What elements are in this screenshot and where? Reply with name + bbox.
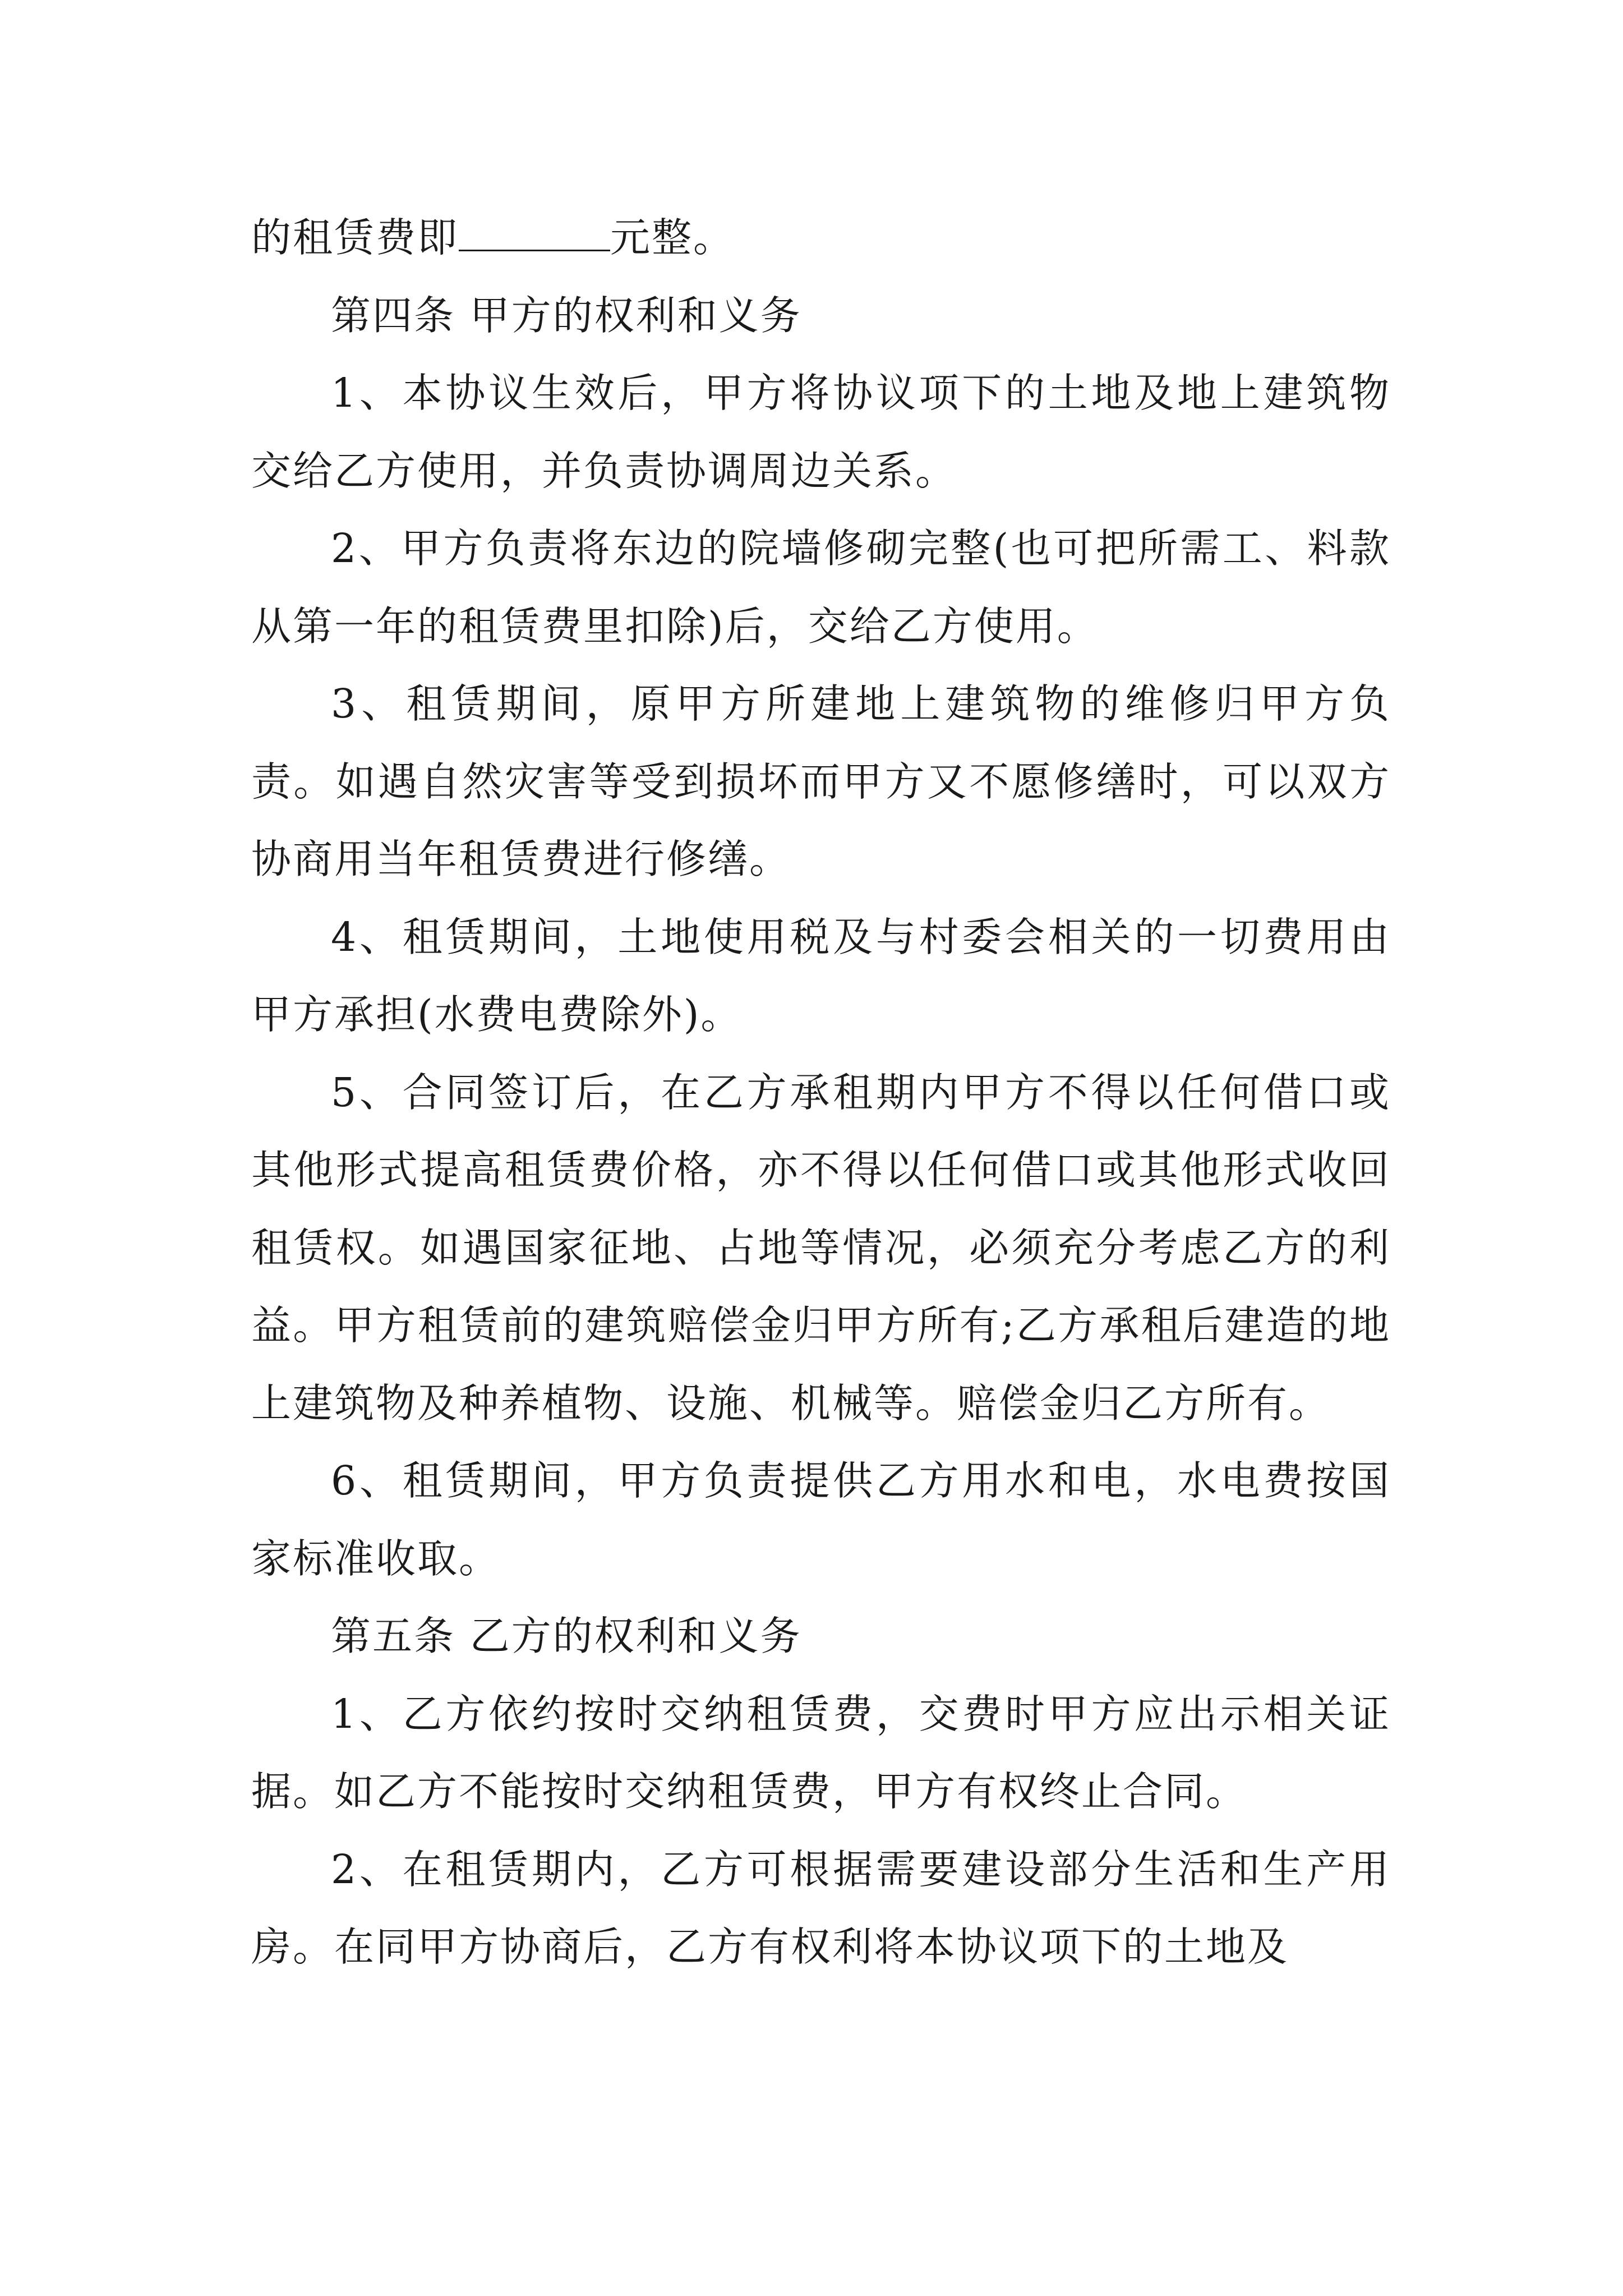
fee-text-after: 元整。 — [610, 214, 735, 261]
article-5-heading: 第五条 乙方的权利和义务 — [331, 1613, 802, 1659]
paragraph-fee-continuation — [251, 199, 1391, 277]
fee-text-before: 的租赁费即 — [251, 214, 459, 261]
article-4-item-6: 6、租赁期间，甲方负责提供乙方用水和电，水电费按国家标准收取。 — [251, 1457, 1391, 1582]
article-4-item-2: 2、甲方负责将东边的院墙修砌完整(也可把所需工、料款从第一年的租赁费里扣除)后，交给乙方使用。 — [251, 525, 1391, 650]
article-4-item-1: 1、本协议生效后，甲方将协议项下的土地及地上建筑物交给乙方使用，并负责协调周边关系。 — [251, 370, 1391, 494]
article-5-item-1: 1、乙方依约按时交纳租赁费，交费时甲方应出示相关证据。如乙方不能按时交纳租赁费，甲方有权终止合同。 — [251, 1690, 1391, 1815]
article-4-item-3: 3、租赁期间，原甲方所建地上建筑物的维修归甲方负责。如遇自然灾害等受到损坏而甲方又不愿修缮时，可以双方协商用当年租赁费进行修缮。 — [251, 680, 1391, 882]
fee-amount-blank — [459, 214, 610, 251]
article-4-item-5: 5、合同签订后，在乙方承租期内甲方不得以任何借口或其他形式提高租赁费价格，亦不得以任何借口或其他形式收回租赁权。如遇国家征地、占地等情况，必须充分考虑乙方的利益。甲方租赁前的建筑赔偿金归甲方所有;乙方承租后建造的地上建筑物及种养植物、设施、机械等。赔偿金归乙方所有。 — [251, 1069, 1391, 1427]
article-4-item-4: 4、租赁期间，土地使用税及与村委会相关的一切费用由甲方承担(水费电费除外)。 — [251, 913, 1391, 1038]
document-page — [251, 199, 1391, 1986]
article-5-item-2: 2、在租赁期内，乙方可根据需要建设部分生活和生产用房。在同甲方协商后，乙方有权利将本协议项下的土地及 — [251, 1846, 1391, 1970]
article-4-heading: 第四条 甲方的权利和义务 — [331, 292, 802, 339]
